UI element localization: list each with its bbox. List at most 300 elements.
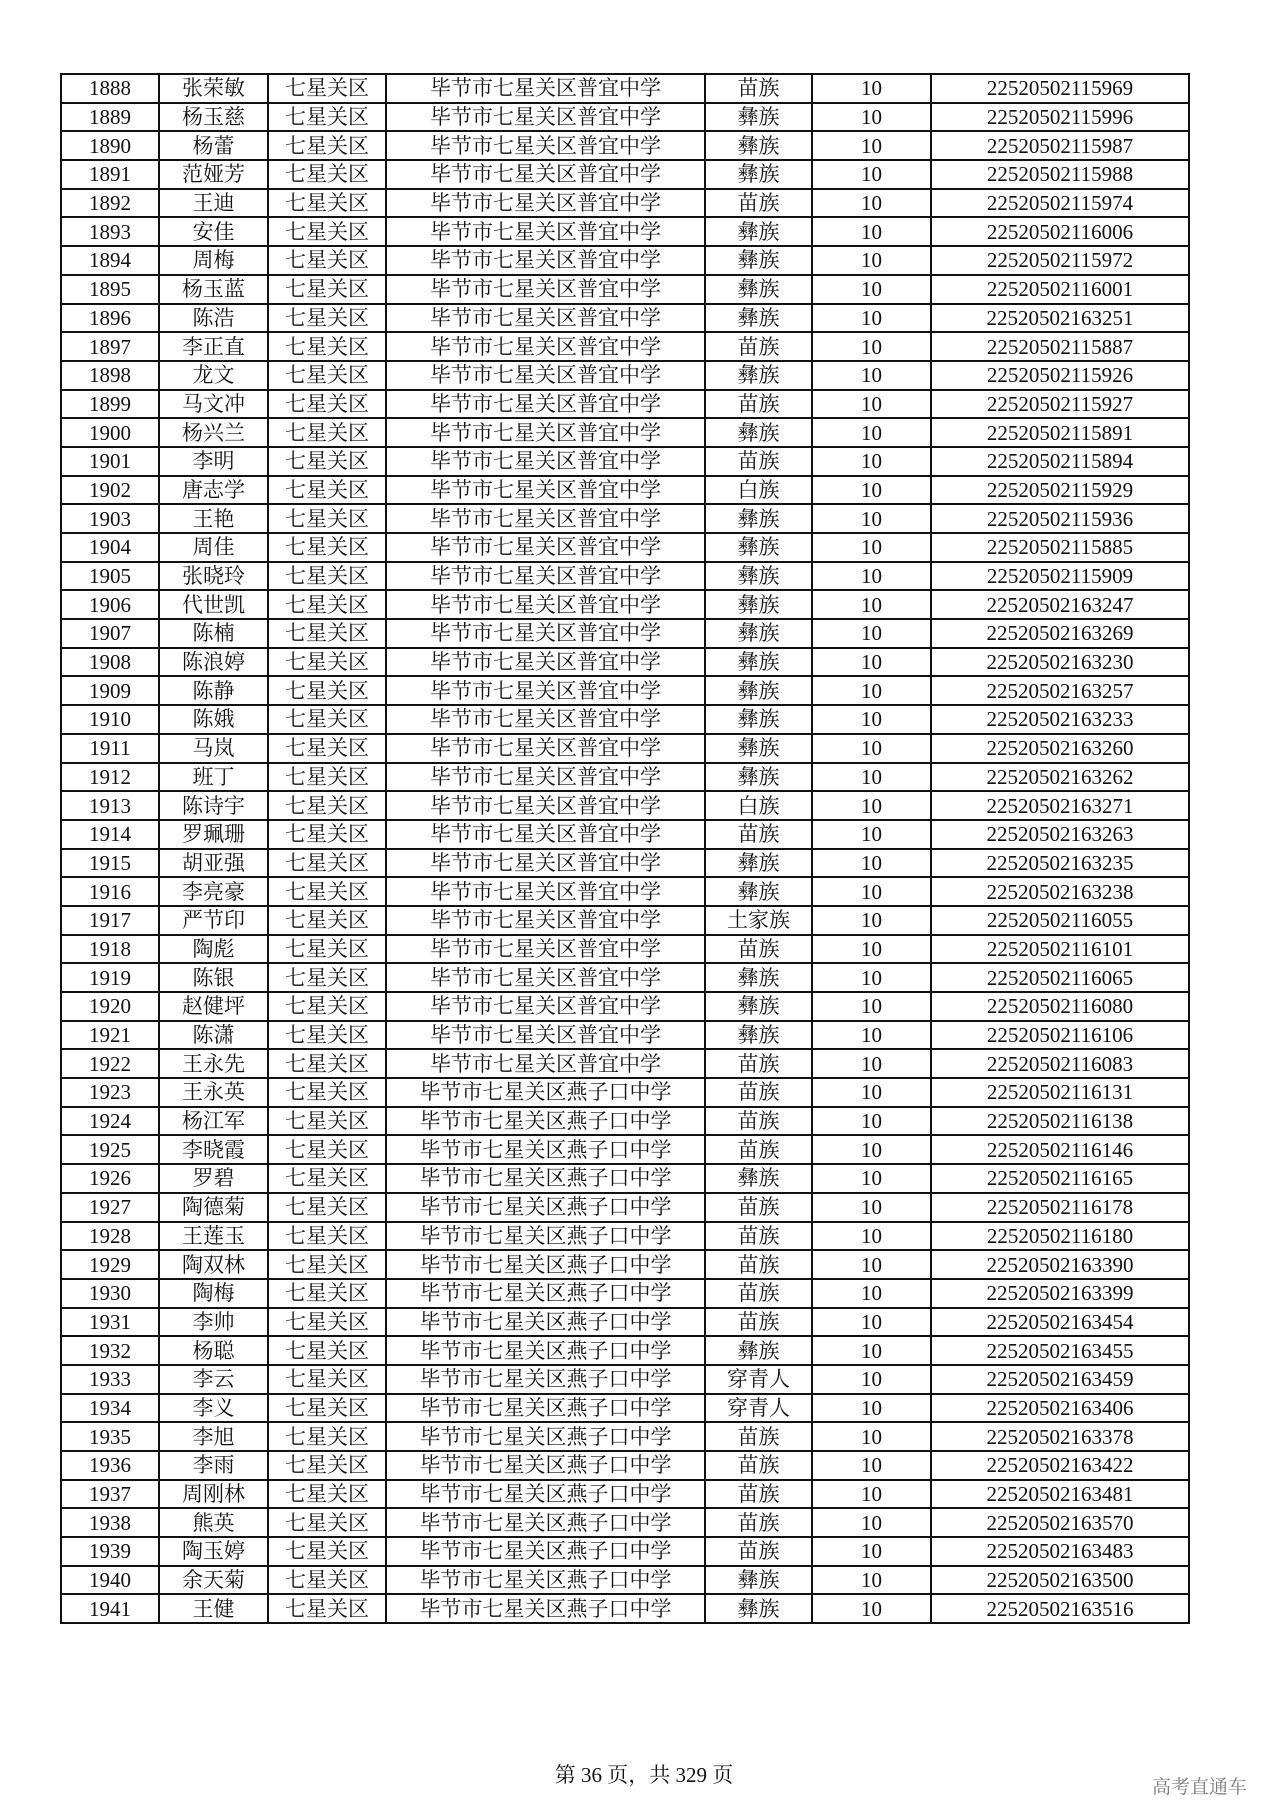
score-cell: 10 xyxy=(812,1049,931,1078)
score-cell: 10 xyxy=(812,1365,931,1394)
table-row xyxy=(61,1508,1189,1537)
score-cell: 10 xyxy=(812,734,931,763)
score-cell: 10 xyxy=(812,562,931,591)
student-name-cell: 周佳 xyxy=(159,533,268,562)
school-cell: 毕节市七星关区燕子口中学 xyxy=(386,1365,705,1394)
table-row xyxy=(61,963,1189,992)
row-number-cell: 1920 xyxy=(61,992,159,1021)
ethnicity-cell: 苗族 xyxy=(705,1480,812,1509)
student-id-cell: 22520502115996 xyxy=(931,103,1189,132)
district-cell: 七星关区 xyxy=(268,1451,386,1480)
school-cell: 毕节市七星关区燕子口中学 xyxy=(386,1308,705,1337)
student-name-cell: 陈诗宇 xyxy=(159,791,268,820)
row-number-cell: 1932 xyxy=(61,1336,159,1365)
score-cell: 10 xyxy=(812,705,931,734)
student-name-cell: 陈娥 xyxy=(159,705,268,734)
ethnicity-cell: 彝族 xyxy=(705,418,812,447)
row-number-cell: 1901 xyxy=(61,447,159,476)
student-id-cell: 22520502163454 xyxy=(931,1308,1189,1337)
student-name-cell: 王健 xyxy=(159,1594,268,1623)
ethnicity-cell: 苗族 xyxy=(705,1537,812,1566)
score-cell: 10 xyxy=(812,1135,931,1164)
district-cell: 七星关区 xyxy=(268,74,386,103)
student-id-cell: 22520502115969 xyxy=(931,74,1189,103)
ethnicity-cell: 彝族 xyxy=(705,1336,812,1365)
student-id-cell: 22520502163251 xyxy=(931,304,1189,333)
school-cell: 毕节市七星关区普宜中学 xyxy=(386,418,705,447)
student-id-cell: 22520502116001 xyxy=(931,275,1189,304)
table-row xyxy=(61,246,1189,275)
student-id-cell: 22520502115929 xyxy=(931,476,1189,505)
ethnicity-cell: 彝族 xyxy=(705,275,812,304)
student-id-cell: 22520502116006 xyxy=(931,217,1189,246)
student-id-cell: 22520502115927 xyxy=(931,390,1189,419)
table-row xyxy=(61,504,1189,533)
school-cell: 毕节市七星关区燕子口中学 xyxy=(386,1566,705,1595)
student-name-cell: 罗碧 xyxy=(159,1164,268,1193)
ethnicity-cell: 彝族 xyxy=(705,849,812,878)
school-cell: 毕节市七星关区普宜中学 xyxy=(386,160,705,189)
student-name-cell: 马文冲 xyxy=(159,390,268,419)
student-id-cell: 22520502116131 xyxy=(931,1078,1189,1107)
ethnicity-cell: 苗族 xyxy=(705,1279,812,1308)
row-number-cell: 1939 xyxy=(61,1537,159,1566)
table-row xyxy=(61,1480,1189,1509)
student-name-cell: 杨江军 xyxy=(159,1107,268,1136)
ethnicity-cell: 彝族 xyxy=(705,676,812,705)
row-number-cell: 1909 xyxy=(61,676,159,705)
school-cell: 毕节市七星关区燕子口中学 xyxy=(386,1594,705,1623)
ethnicity-cell: 苗族 xyxy=(705,1308,812,1337)
student-id-cell: 22520502116065 xyxy=(931,963,1189,992)
score-cell: 10 xyxy=(812,1451,931,1480)
ethnicity-cell: 苗族 xyxy=(705,1078,812,1107)
school-cell: 毕节市七星关区普宜中学 xyxy=(386,476,705,505)
student-name-cell: 杨聪 xyxy=(159,1336,268,1365)
district-cell: 七星关区 xyxy=(268,676,386,705)
score-cell: 10 xyxy=(812,361,931,390)
student-name-cell: 唐志学 xyxy=(159,476,268,505)
school-cell: 毕节市七星关区普宜中学 xyxy=(386,906,705,935)
ethnicity-cell: 彝族 xyxy=(705,734,812,763)
district-cell: 七星关区 xyxy=(268,763,386,792)
district-cell: 七星关区 xyxy=(268,1193,386,1222)
row-number-cell: 1888 xyxy=(61,74,159,103)
row-number-cell: 1937 xyxy=(61,1480,159,1509)
student-id-cell: 22520502163481 xyxy=(931,1480,1189,1509)
student-name-cell: 李亮豪 xyxy=(159,877,268,906)
school-cell: 毕节市七星关区普宜中学 xyxy=(386,304,705,333)
row-number-cell: 1913 xyxy=(61,791,159,820)
student-name-cell: 陈楠 xyxy=(159,619,268,648)
district-cell: 七星关区 xyxy=(268,1594,386,1623)
score-cell: 10 xyxy=(812,1107,931,1136)
student-id-cell: 22520502115936 xyxy=(931,504,1189,533)
district-cell: 七星关区 xyxy=(268,1021,386,1050)
row-number-cell: 1928 xyxy=(61,1222,159,1251)
student-id-cell: 22520502116106 xyxy=(931,1021,1189,1050)
score-cell: 10 xyxy=(812,1594,931,1623)
row-number-cell: 1916 xyxy=(61,877,159,906)
student-list-table xyxy=(60,73,1190,1624)
ethnicity-cell: 彝族 xyxy=(705,304,812,333)
table-row xyxy=(61,562,1189,591)
student-name-cell: 张荣敏 xyxy=(159,74,268,103)
ethnicity-cell: 苗族 xyxy=(705,1107,812,1136)
school-cell: 毕节市七星关区普宜中学 xyxy=(386,217,705,246)
ethnicity-cell: 彝族 xyxy=(705,763,812,792)
table-row xyxy=(61,1451,1189,1480)
school-cell: 毕节市七星关区普宜中学 xyxy=(386,734,705,763)
score-cell: 10 xyxy=(812,763,931,792)
page-number: 第 36 页，共 329 页 xyxy=(554,1763,734,1787)
score-cell: 10 xyxy=(812,533,931,562)
ethnicity-cell: 彝族 xyxy=(705,562,812,591)
student-name-cell: 严节印 xyxy=(159,906,268,935)
district-cell: 七星关区 xyxy=(268,877,386,906)
row-number-cell: 1899 xyxy=(61,390,159,419)
table-row xyxy=(61,447,1189,476)
score-cell: 10 xyxy=(812,992,931,1021)
school-cell: 毕节市七星关区普宜中学 xyxy=(386,648,705,677)
score-cell: 10 xyxy=(812,476,931,505)
score-cell: 10 xyxy=(812,1308,931,1337)
ethnicity-cell: 苗族 xyxy=(705,1193,812,1222)
score-cell: 10 xyxy=(812,1279,931,1308)
student-id-cell: 22520502163378 xyxy=(931,1422,1189,1451)
table-row xyxy=(61,1308,1189,1337)
row-number-cell: 1933 xyxy=(61,1365,159,1394)
ethnicity-cell: 彝族 xyxy=(705,705,812,734)
watermark: 高考直通车 xyxy=(1152,1776,1248,1798)
student-id-cell: 22520502115974 xyxy=(931,189,1189,218)
student-id-cell: 22520502163257 xyxy=(931,676,1189,705)
score-cell: 10 xyxy=(812,791,931,820)
school-cell: 毕节市七星关区普宜中学 xyxy=(386,935,705,964)
score-cell: 10 xyxy=(812,1394,931,1423)
row-number-cell: 1924 xyxy=(61,1107,159,1136)
score-cell: 10 xyxy=(812,504,931,533)
student-name-cell: 陶梅 xyxy=(159,1279,268,1308)
district-cell: 七星关区 xyxy=(268,418,386,447)
student-name-cell: 陶双林 xyxy=(159,1250,268,1279)
district-cell: 七星关区 xyxy=(268,1222,386,1251)
table-row xyxy=(61,935,1189,964)
ethnicity-cell: 彝族 xyxy=(705,103,812,132)
student-name-cell: 熊英 xyxy=(159,1508,268,1537)
school-cell: 毕节市七星关区普宜中学 xyxy=(386,619,705,648)
score-cell: 10 xyxy=(812,447,931,476)
student-name-cell: 李帅 xyxy=(159,1308,268,1337)
district-cell: 七星关区 xyxy=(268,1107,386,1136)
row-number-cell: 1922 xyxy=(61,1049,159,1078)
table-row xyxy=(61,160,1189,189)
school-cell: 毕节市七星关区普宜中学 xyxy=(386,246,705,275)
school-cell: 毕节市七星关区燕子口中学 xyxy=(386,1078,705,1107)
school-cell: 毕节市七星关区燕子口中学 xyxy=(386,1336,705,1365)
table-row xyxy=(61,1537,1189,1566)
student-id-cell: 22520502115887 xyxy=(931,332,1189,361)
district-cell: 七星关区 xyxy=(268,648,386,677)
district-cell: 七星关区 xyxy=(268,791,386,820)
score-cell: 10 xyxy=(812,1021,931,1050)
school-cell: 毕节市七星关区普宜中学 xyxy=(386,992,705,1021)
student-name-cell: 李义 xyxy=(159,1394,268,1423)
score-cell: 10 xyxy=(812,1222,931,1251)
row-number-cell: 1897 xyxy=(61,332,159,361)
row-number-cell: 1938 xyxy=(61,1508,159,1537)
student-name-cell: 陶德菊 xyxy=(159,1193,268,1222)
school-cell: 毕节市七星关区燕子口中学 xyxy=(386,1279,705,1308)
table-row xyxy=(61,74,1189,103)
student-name-cell: 安佳 xyxy=(159,217,268,246)
student-id-cell: 22520502163269 xyxy=(931,619,1189,648)
student-name-cell: 陶彪 xyxy=(159,935,268,964)
student-id-cell: 22520502116101 xyxy=(931,935,1189,964)
student-id-cell: 22520502163238 xyxy=(931,877,1189,906)
school-cell: 毕节市七星关区普宜中学 xyxy=(386,447,705,476)
score-cell: 10 xyxy=(812,1164,931,1193)
ethnicity-cell: 彝族 xyxy=(705,131,812,160)
school-cell: 毕节市七星关区燕子口中学 xyxy=(386,1107,705,1136)
student-name-cell: 王永英 xyxy=(159,1078,268,1107)
district-cell: 七星关区 xyxy=(268,734,386,763)
student-name-cell: 杨玉蓝 xyxy=(159,275,268,304)
student-name-cell: 张晓玲 xyxy=(159,562,268,591)
table-row xyxy=(61,1135,1189,1164)
row-number-cell: 1908 xyxy=(61,648,159,677)
student-name-cell: 杨蕾 xyxy=(159,131,268,160)
ethnicity-cell: 彝族 xyxy=(705,504,812,533)
table-row xyxy=(61,1422,1189,1451)
row-number-cell: 1889 xyxy=(61,103,159,132)
table-row xyxy=(61,217,1189,246)
ethnicity-cell: 彝族 xyxy=(705,992,812,1021)
score-cell: 10 xyxy=(812,1193,931,1222)
score-cell: 10 xyxy=(812,1566,931,1595)
student-name-cell: 龙文 xyxy=(159,361,268,390)
school-cell: 毕节市七星关区普宜中学 xyxy=(386,275,705,304)
district-cell: 七星关区 xyxy=(268,275,386,304)
student-name-cell: 李正直 xyxy=(159,332,268,361)
table-row xyxy=(61,476,1189,505)
row-number-cell: 1919 xyxy=(61,963,159,992)
row-number-cell: 1902 xyxy=(61,476,159,505)
student-id-cell: 22520502116178 xyxy=(931,1193,1189,1222)
student-name-cell: 范娅芳 xyxy=(159,160,268,189)
school-cell: 毕节市七星关区燕子口中学 xyxy=(386,1537,705,1566)
table-row xyxy=(61,1107,1189,1136)
row-number-cell: 1906 xyxy=(61,590,159,619)
score-cell: 10 xyxy=(812,963,931,992)
student-id-cell: 22520502116180 xyxy=(931,1222,1189,1251)
student-name-cell: 陈潇 xyxy=(159,1021,268,1050)
school-cell: 毕节市七星关区燕子口中学 xyxy=(386,1508,705,1537)
score-cell: 10 xyxy=(812,1508,931,1537)
score-cell: 10 xyxy=(812,304,931,333)
table-row xyxy=(61,791,1189,820)
district-cell: 七星关区 xyxy=(268,906,386,935)
district-cell: 七星关区 xyxy=(268,1365,386,1394)
row-number-cell: 1890 xyxy=(61,131,159,160)
row-number-cell: 1927 xyxy=(61,1193,159,1222)
row-number-cell: 1912 xyxy=(61,763,159,792)
row-number-cell: 1918 xyxy=(61,935,159,964)
score-cell: 10 xyxy=(812,906,931,935)
score-cell: 10 xyxy=(812,1537,931,1566)
table-row xyxy=(61,1394,1189,1423)
school-cell: 毕节市七星关区普宜中学 xyxy=(386,791,705,820)
row-number-cell: 1900 xyxy=(61,418,159,447)
district-cell: 七星关区 xyxy=(268,705,386,734)
table-row xyxy=(61,390,1189,419)
student-id-cell: 22520502163399 xyxy=(931,1279,1189,1308)
score-cell: 10 xyxy=(812,820,931,849)
school-cell: 毕节市七星关区普宜中学 xyxy=(386,562,705,591)
district-cell: 七星关区 xyxy=(268,849,386,878)
row-number-cell: 1925 xyxy=(61,1135,159,1164)
ethnicity-cell: 苗族 xyxy=(705,1135,812,1164)
table-row xyxy=(61,1566,1189,1595)
district-cell: 七星关区 xyxy=(268,963,386,992)
student-id-cell: 22520502163516 xyxy=(931,1594,1189,1623)
score-cell: 10 xyxy=(812,1078,931,1107)
ethnicity-cell: 苗族 xyxy=(705,390,812,419)
student-name-cell: 李旭 xyxy=(159,1422,268,1451)
student-id-cell: 22520502163262 xyxy=(931,763,1189,792)
school-cell: 毕节市七星关区燕子口中学 xyxy=(386,1451,705,1480)
score-cell: 10 xyxy=(812,246,931,275)
district-cell: 七星关区 xyxy=(268,1394,386,1423)
student-id-cell: 22520502115894 xyxy=(931,447,1189,476)
table-row xyxy=(61,705,1189,734)
district-cell: 七星关区 xyxy=(268,1135,386,1164)
table-row xyxy=(61,332,1189,361)
row-number-cell: 1895 xyxy=(61,275,159,304)
student-id-cell: 22520502163247 xyxy=(931,590,1189,619)
score-cell: 10 xyxy=(812,332,931,361)
score-cell: 10 xyxy=(812,877,931,906)
score-cell: 10 xyxy=(812,1480,931,1509)
district-cell: 七星关区 xyxy=(268,1537,386,1566)
district-cell: 七星关区 xyxy=(268,246,386,275)
ethnicity-cell: 苗族 xyxy=(705,1451,812,1480)
score-cell: 10 xyxy=(812,160,931,189)
school-cell: 毕节市七星关区普宜中学 xyxy=(386,504,705,533)
district-cell: 七星关区 xyxy=(268,504,386,533)
table-row xyxy=(61,275,1189,304)
score-cell: 10 xyxy=(812,74,931,103)
student-name-cell: 李晓霞 xyxy=(159,1135,268,1164)
district-cell: 七星关区 xyxy=(268,562,386,591)
student-name-cell: 班丁 xyxy=(159,763,268,792)
district-cell: 七星关区 xyxy=(268,935,386,964)
student-name-cell: 王艳 xyxy=(159,504,268,533)
school-cell: 毕节市七星关区燕子口中学 xyxy=(386,1422,705,1451)
school-cell: 毕节市七星关区普宜中学 xyxy=(386,676,705,705)
table-row xyxy=(61,763,1189,792)
table-row xyxy=(61,619,1189,648)
student-id-cell: 22520502163406 xyxy=(931,1394,1189,1423)
district-cell: 七星关区 xyxy=(268,1422,386,1451)
table-row xyxy=(61,734,1189,763)
ethnicity-cell: 彝族 xyxy=(705,533,812,562)
score-cell: 10 xyxy=(812,390,931,419)
district-cell: 七星关区 xyxy=(268,1078,386,1107)
table-row xyxy=(61,131,1189,160)
score-cell: 10 xyxy=(812,1422,931,1451)
ethnicity-cell: 苗族 xyxy=(705,1422,812,1451)
district-cell: 七星关区 xyxy=(268,131,386,160)
school-cell: 毕节市七星关区燕子口中学 xyxy=(386,1135,705,1164)
district-cell: 七星关区 xyxy=(268,160,386,189)
student-id-cell: 22520502163483 xyxy=(931,1537,1189,1566)
school-cell: 毕节市七星关区普宜中学 xyxy=(386,1021,705,1050)
school-cell: 毕节市七星关区普宜中学 xyxy=(386,390,705,419)
student-name-cell: 周梅 xyxy=(159,246,268,275)
school-cell: 毕节市七星关区普宜中学 xyxy=(386,763,705,792)
table-row xyxy=(61,1021,1189,1050)
ethnicity-cell: 彝族 xyxy=(705,1164,812,1193)
ethnicity-cell: 彝族 xyxy=(705,963,812,992)
school-cell: 毕节市七星关区普宜中学 xyxy=(386,1049,705,1078)
ethnicity-cell: 彝族 xyxy=(705,590,812,619)
score-cell: 10 xyxy=(812,648,931,677)
table-row xyxy=(61,1594,1189,1623)
school-cell: 毕节市七星关区燕子口中学 xyxy=(386,1480,705,1509)
score-cell: 10 xyxy=(812,590,931,619)
student-id-cell: 22520502163235 xyxy=(931,849,1189,878)
district-cell: 七星关区 xyxy=(268,1480,386,1509)
score-cell: 10 xyxy=(812,103,931,132)
district-cell: 七星关区 xyxy=(268,590,386,619)
school-cell: 毕节市七星关区普宜中学 xyxy=(386,590,705,619)
table-row xyxy=(61,1049,1189,1078)
student-id-cell: 22520502163459 xyxy=(931,1365,1189,1394)
school-cell: 毕节市七星关区普宜中学 xyxy=(386,820,705,849)
table-row xyxy=(61,906,1189,935)
school-cell: 毕节市七星关区燕子口中学 xyxy=(386,1250,705,1279)
row-number-cell: 1935 xyxy=(61,1422,159,1451)
row-number-cell: 1891 xyxy=(61,160,159,189)
ethnicity-cell: 苗族 xyxy=(705,1508,812,1537)
school-cell: 毕节市七星关区普宜中学 xyxy=(386,963,705,992)
row-number-cell: 1910 xyxy=(61,705,159,734)
ethnicity-cell: 穿青人 xyxy=(705,1394,812,1423)
student-id-cell: 22520502115891 xyxy=(931,418,1189,447)
row-number-cell: 1936 xyxy=(61,1451,159,1480)
district-cell: 七星关区 xyxy=(268,476,386,505)
student-id-cell: 22520502163271 xyxy=(931,791,1189,820)
table-row xyxy=(61,992,1189,1021)
school-cell: 毕节市七星关区普宜中学 xyxy=(386,103,705,132)
student-name-cell: 李明 xyxy=(159,447,268,476)
district-cell: 七星关区 xyxy=(268,1566,386,1595)
table-row xyxy=(61,103,1189,132)
row-number-cell: 1934 xyxy=(61,1394,159,1423)
ethnicity-cell: 彝族 xyxy=(705,877,812,906)
district-cell: 七星关区 xyxy=(268,1336,386,1365)
score-cell: 10 xyxy=(812,1250,931,1279)
student-name-cell: 陈浪婷 xyxy=(159,648,268,677)
ethnicity-cell: 穿青人 xyxy=(705,1365,812,1394)
student-name-cell: 王迪 xyxy=(159,189,268,218)
student-name-cell: 杨玉慈 xyxy=(159,103,268,132)
score-cell: 10 xyxy=(812,619,931,648)
row-number-cell: 1917 xyxy=(61,906,159,935)
ethnicity-cell: 苗族 xyxy=(705,189,812,218)
student-name-cell: 陈银 xyxy=(159,963,268,992)
